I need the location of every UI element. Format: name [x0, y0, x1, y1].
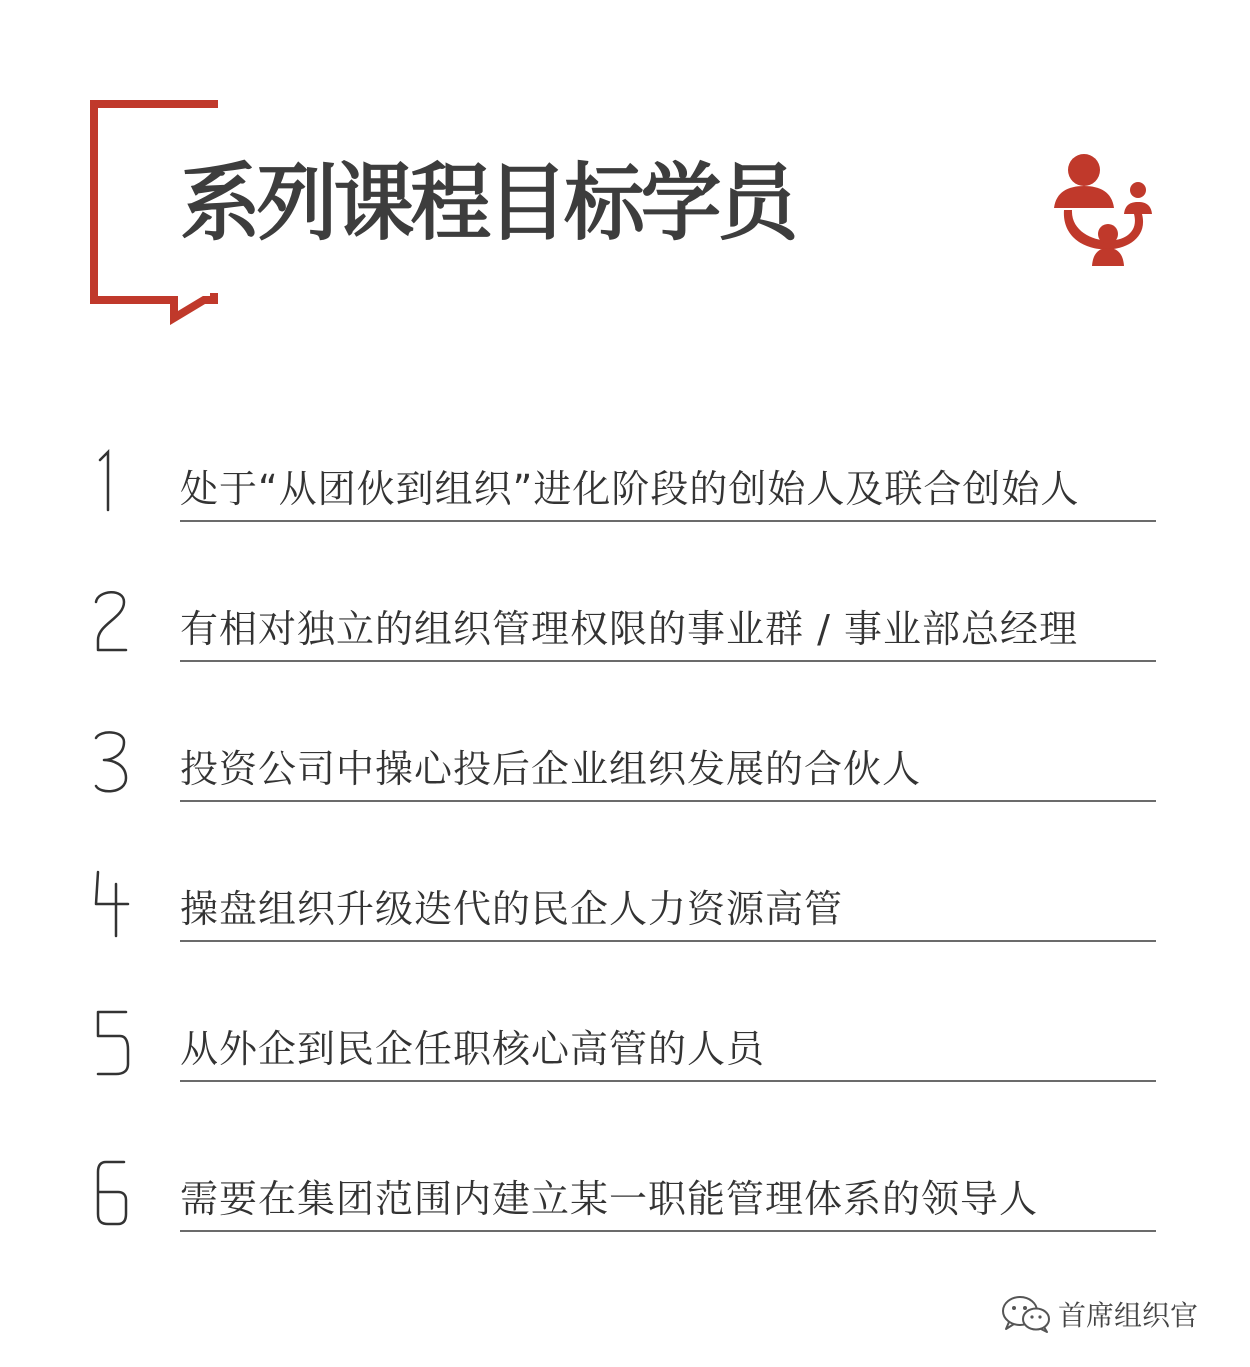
divider — [180, 660, 1156, 662]
divider — [180, 1230, 1156, 1232]
wechat-icon — [1000, 1294, 1052, 1334]
list-item — [0, 728, 1250, 828]
list-item — [0, 1158, 1250, 1258]
divider — [180, 520, 1156, 522]
item-number — [90, 868, 138, 938]
list-item-text: 有相对独立的组织管理权限的事业群 / 事业部总经理 — [180, 607, 1078, 651]
watermark — [1000, 1292, 1198, 1336]
item-number — [90, 1158, 138, 1228]
list-item — [0, 868, 1250, 968]
list-item — [0, 588, 1250, 688]
list-item-text: 处于“从团伙到组织”进化阶段的创始人及联合创始人 — [180, 467, 1080, 511]
list-item-text: 操盘组织升级迭代的民企人力资源高管 — [180, 887, 844, 931]
list-item-text: 投资公司中操心投后企业组织发展的合伙人 — [180, 747, 922, 791]
divider — [180, 940, 1156, 942]
list-item-text: 从外企到民企任职核心高管的人员 — [180, 1027, 766, 1071]
watermark-text: 首席组织官 — [1058, 1299, 1199, 1332]
item-number — [90, 588, 138, 658]
item-number — [90, 728, 138, 798]
list-item — [0, 448, 1250, 548]
list-item — [0, 1008, 1250, 1108]
item-number — [90, 1008, 138, 1078]
page-title: 系列课程目标学员 — [180, 154, 795, 252]
divider — [180, 800, 1156, 802]
divider — [180, 1080, 1156, 1082]
people-group-icon — [1050, 152, 1160, 267]
item-number — [90, 448, 138, 518]
list-item-text: 需要在集团范围内建立某一职能管理体系的领导人 — [180, 1177, 1039, 1221]
